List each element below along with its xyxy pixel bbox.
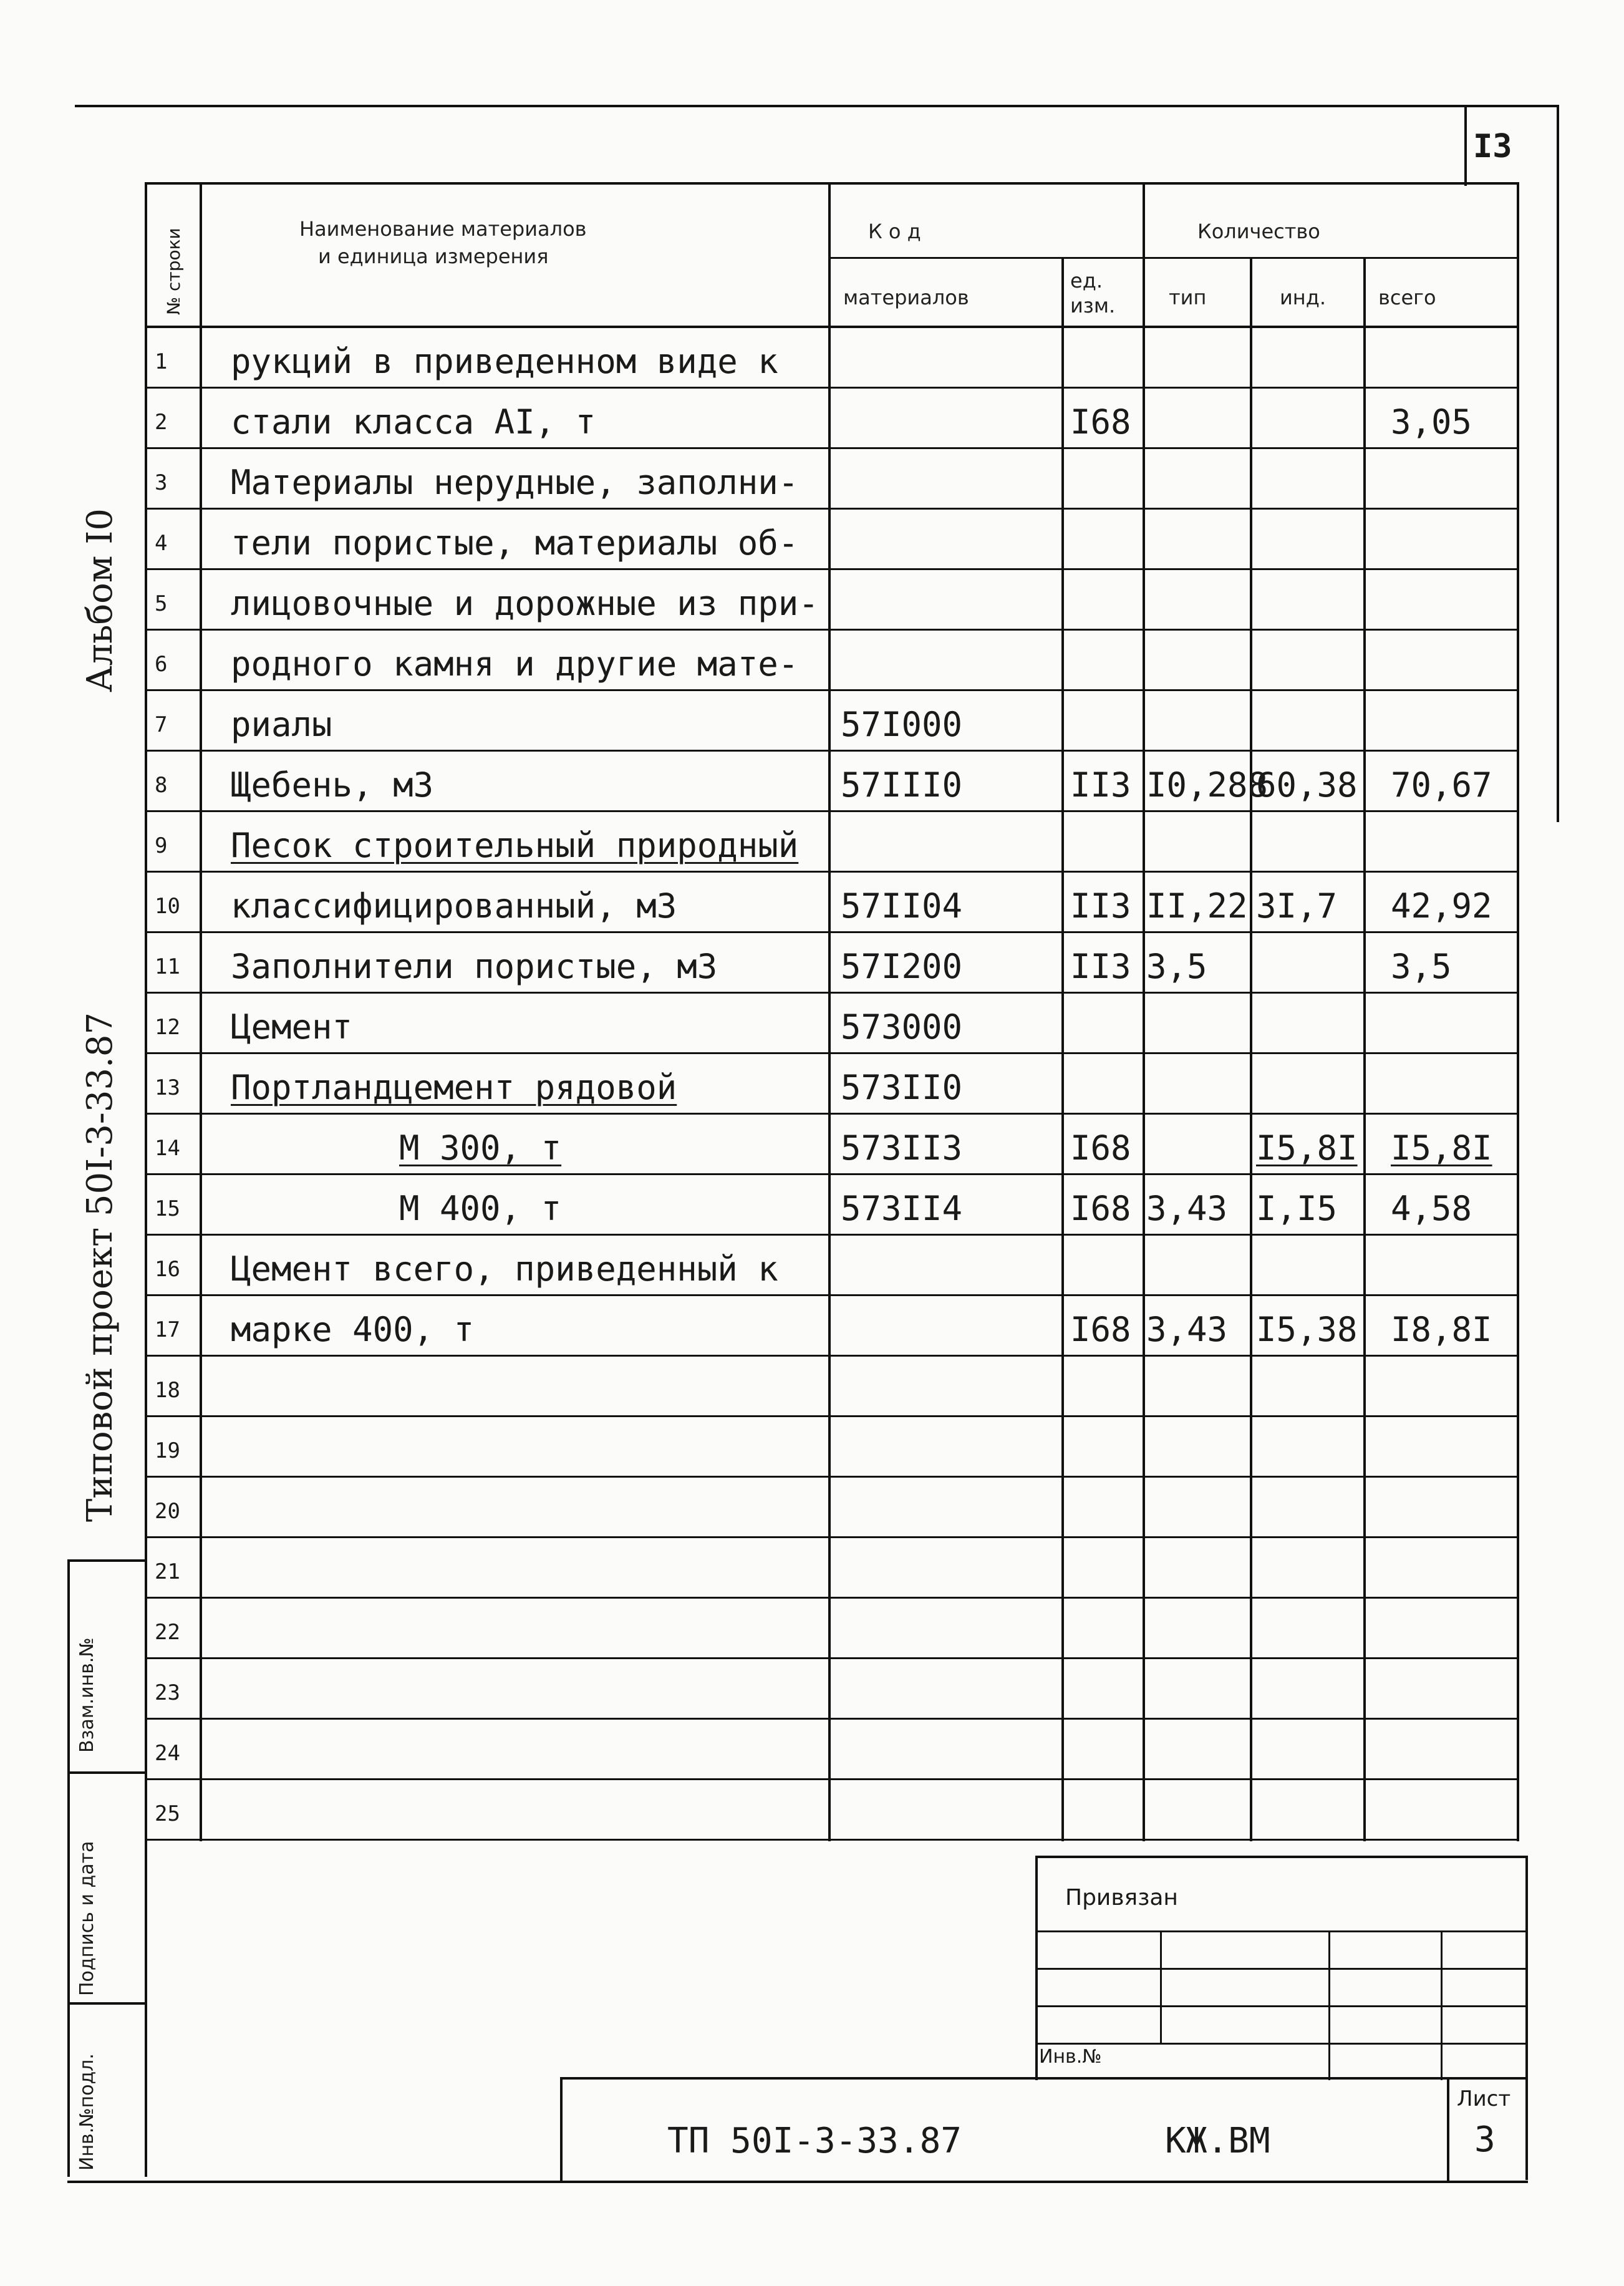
col-sep-ind: [1363, 257, 1366, 1841]
header-bottom-line: [145, 326, 1519, 328]
row-number: 6: [155, 652, 168, 677]
cell-name: классифицированный, м3: [231, 886, 677, 926]
cell-tip: 3,43: [1146, 1310, 1228, 1349]
podpis-label: Подпись и дата: [76, 1841, 98, 1996]
cell-name: М 400, т: [399, 1189, 562, 1228]
cell-total: I8,8I: [1391, 1310, 1492, 1349]
cell-unit: I68: [1070, 402, 1131, 442]
row-number: 23: [155, 1680, 180, 1705]
cell-code: 57II04: [841, 886, 963, 926]
header-name-line1: Наименование материалов: [299, 217, 587, 241]
row-separator: [145, 810, 1519, 812]
page-bottom-border: [67, 2181, 1528, 2183]
inv-no-label: Инв.№: [1039, 2046, 1102, 2068]
top-border: [75, 105, 1559, 107]
inv-podl-label: Инв.№подл.: [76, 2053, 98, 2171]
cell-code: 57I000: [841, 705, 963, 744]
row-separator: [145, 447, 1519, 449]
main-stamp-left: [560, 2077, 563, 2183]
titleblock-right: [1525, 1856, 1528, 2180]
table-top-border: [145, 182, 1519, 185]
row-separator: [145, 1355, 1519, 1357]
cell-name: Материалы нерудные, заполни-: [231, 463, 799, 502]
header-code-material: материалов: [843, 286, 969, 309]
row-separator: [145, 508, 1519, 510]
row-separator: [145, 387, 1519, 389]
cell-code: 573000: [841, 1007, 963, 1047]
cell-name: тели пористые, материалы об-: [231, 523, 799, 563]
privyazan-grid-2: [1035, 1968, 1528, 1970]
cell-total: 70,67: [1391, 765, 1492, 805]
table-left-border: [145, 182, 147, 1841]
left-strip-inner: [145, 1840, 147, 2177]
row-number: 13: [155, 1075, 180, 1100]
cell-ind: I5,38: [1256, 1310, 1358, 1349]
row-separator: [145, 629, 1519, 631]
row-separator: [145, 1657, 1519, 1659]
album-label: Альбом I0: [80, 508, 120, 692]
cell-ind: I,I5: [1256, 1189, 1338, 1228]
col-sep-rownum: [200, 182, 202, 1841]
row-number: 1: [155, 349, 168, 374]
cell-name: Цемент: [231, 1007, 353, 1047]
cell-name: Щебень, м3: [231, 765, 434, 805]
row-number: 18: [155, 1378, 180, 1403]
sheet-number: 3: [1474, 2119, 1496, 2160]
cell-ind: I5,8I: [1256, 1128, 1358, 1168]
left-strip-sep1: [67, 1771, 147, 1774]
row-number: 9: [155, 833, 168, 858]
cell-name: риалы: [231, 705, 332, 744]
cell-name: стали класса АI, т: [231, 402, 596, 442]
cell-unit: II3: [1070, 947, 1131, 986]
cell-tip: 3,43: [1146, 1189, 1228, 1228]
sheet-box-left: [1447, 2077, 1449, 2183]
row-separator: [145, 1294, 1519, 1296]
cell-ind: 60,38: [1256, 765, 1358, 805]
cell-name: М 300, т: [399, 1128, 562, 1168]
cell-code: 57III0: [841, 765, 963, 805]
row-separator: [145, 1476, 1519, 1478]
main-stamp-top: [560, 2077, 1528, 2080]
privyazan-vcol-3: [1441, 1930, 1443, 2080]
cell-tip: 3,5: [1146, 947, 1207, 986]
document-code: ТП 50I-3-33.87: [667, 2121, 962, 2161]
cell-ind: 3I,7: [1256, 886, 1338, 926]
row-number: 12: [155, 1015, 180, 1040]
header-code-group: К о д: [868, 220, 921, 243]
cell-total: 4,58: [1391, 1189, 1472, 1228]
privyazan-grid-1: [1035, 1930, 1528, 1932]
privyazan-vcol-2: [1328, 1930, 1330, 2080]
row-separator: [145, 1173, 1519, 1175]
row-number: 22: [155, 1620, 180, 1645]
cell-tip: I0,288: [1146, 765, 1269, 805]
row-separator: [145, 750, 1519, 752]
row-number: 11: [155, 954, 180, 979]
right-outer-border: [1557, 105, 1559, 822]
left-strip-top: [67, 1559, 147, 1562]
document-mark: КЖ.ВМ: [1165, 2121, 1270, 2161]
cell-name: Портландцемент рядовой: [231, 1068, 677, 1107]
header-qty-type: тип: [1169, 286, 1207, 309]
row-separator: [145, 931, 1519, 933]
cell-name: марке 400, т: [231, 1310, 475, 1349]
col-sep-tip: [1250, 257, 1252, 1841]
left-strip-outer: [67, 1559, 70, 2177]
cell-total: I5,8I: [1391, 1128, 1492, 1168]
row-number: 7: [155, 712, 168, 737]
privyazan-grid-3: [1035, 2005, 1528, 2007]
cell-tip: II,22: [1146, 886, 1248, 926]
sheet-label: Лист: [1457, 2086, 1511, 2111]
cell-name: Песок строительный природный: [231, 826, 799, 865]
cell-unit: I68: [1070, 1189, 1131, 1228]
row-number: 25: [155, 1801, 180, 1826]
row-separator: [145, 1234, 1519, 1236]
row-separator: [145, 1415, 1519, 1417]
document-page: I3 № строки Наименование материалов и единица измерения К о д Количество материалов ед. изм. тип инд. всего 1 рукций в приведенном виде к 2 стали класса АI, т I68 3,05 3 Материалы нерудные, заполни- 4 тели пористые, материалы об- 5 лицовочные и дорожные из при- 6 родного камня и другие мате- 7 риалы 57I000 8 Щебень, м3 57III0 II3 I0,288 60,38 70,67 9 Песок строительный природный 10 классифицированный, м3 57II04 II3 II,22 3I,7 42,92 11 Заполнители пористые, м3 57I200 II3 3,5 3,5 12 Цемент 573000 13 Портландцемент рядовой 573II0 14 М 300, т 573II3 I68 I5,8I I5,8I 15 М 400, т 573II4 I68 3,43 I,I5 4,58 16 Цемент всего, приведенный к 17 марке 400, т I68 3,43 I5,38 I8,8I 18 19 20 21 22 23 24 25 Альбом I0 Типовой проект 50I-3-33.87 Взам.инв.№ Подпись и дата Инв.№подл. Привязан Инв.№ ТП 50I-3-33.87 КЖ.ВМ Лист 3: [0, 0, 1624, 2286]
row-number: 16: [155, 1257, 180, 1282]
col-sep-name: [828, 182, 831, 1841]
row-separator: [145, 1839, 1519, 1841]
cell-name: Цемент всего, приведенный к: [231, 1249, 778, 1289]
privyazan-top: [1035, 1856, 1528, 1858]
row-number: 21: [155, 1559, 180, 1584]
row-separator: [145, 1536, 1519, 1538]
row-number: 20: [155, 1499, 180, 1524]
row-number: 4: [155, 531, 168, 556]
row-number: 15: [155, 1196, 180, 1221]
cell-total: 42,92: [1391, 886, 1492, 926]
header-quantity-group: Количество: [1197, 220, 1320, 243]
cell-code: 57I200: [841, 947, 963, 986]
col-sep-unit: [1143, 182, 1145, 1841]
header-qty-ind: инд.: [1280, 286, 1327, 309]
row-separator: [145, 992, 1519, 994]
row-separator: [145, 1113, 1519, 1115]
row-separator: [145, 1052, 1519, 1054]
row-separator: [145, 1778, 1519, 1780]
header-code-unit: ед. изм.: [1070, 269, 1116, 317]
vzam-label: Взам.инв.№: [76, 1637, 98, 1753]
row-number: 10: [155, 894, 180, 919]
cell-code: 573II3: [841, 1128, 963, 1168]
cell-name: родного камня и другие мате-: [231, 644, 799, 684]
cell-code: 573II0: [841, 1068, 963, 1107]
cell-total: 3,5: [1391, 947, 1452, 986]
cell-name: рукций в приведенном виде к: [231, 342, 778, 381]
privyazan-label: Привязан: [1065, 1885, 1178, 1911]
row-number: 17: [155, 1317, 180, 1342]
cell-name: лицовочные и дорожные из при-: [231, 584, 819, 623]
page-number: I3: [1473, 128, 1512, 165]
col-sep-code: [1061, 257, 1064, 1841]
row-number: 14: [155, 1136, 180, 1161]
cell-unit: II3: [1070, 765, 1131, 805]
project-label: Типовой проект 50I-3-33.87: [80, 1012, 120, 1522]
row-number: 24: [155, 1741, 180, 1766]
table-right-border: [1517, 182, 1519, 1841]
cell-unit: I68: [1070, 1310, 1131, 1349]
cell-unit: II3: [1070, 886, 1131, 926]
row-number: 3: [155, 470, 168, 495]
header-subline: [828, 257, 1519, 259]
row-separator: [145, 1597, 1519, 1599]
row-separator: [145, 1718, 1519, 1720]
row-separator: [145, 689, 1519, 691]
header-qty-total: всего: [1378, 286, 1436, 309]
privyazan-vcol-1: [1160, 1930, 1162, 2043]
row-number: 5: [155, 591, 168, 616]
cell-unit: I68: [1070, 1128, 1131, 1168]
cell-total: 3,05: [1391, 402, 1472, 442]
page-number-box-left: [1464, 105, 1467, 186]
row-number: 8: [155, 773, 168, 798]
cell-code: 573II4: [841, 1189, 963, 1228]
privyazan-grid-4: [1035, 2043, 1528, 2045]
row-number: 2: [155, 410, 168, 435]
cell-name: Заполнители пористые, м3: [231, 947, 718, 986]
left-strip-sep2: [67, 2002, 147, 2005]
row-number: 19: [155, 1438, 180, 1463]
header-name-line2: и единица измерения: [318, 245, 549, 268]
row-separator: [145, 568, 1519, 570]
row-separator: [145, 871, 1519, 873]
